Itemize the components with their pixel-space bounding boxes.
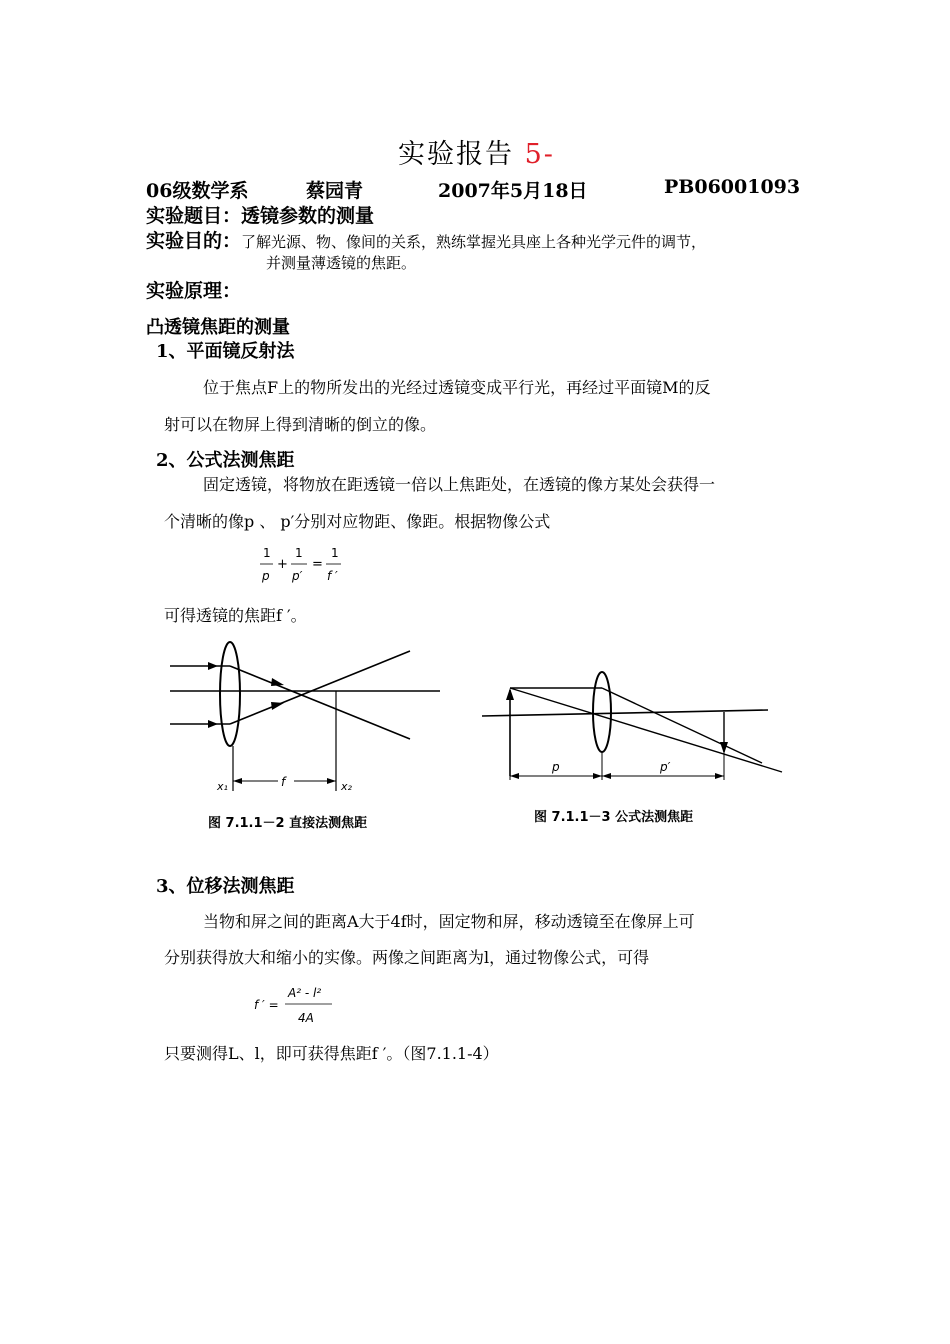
fig3-caption: 图 7.1.1－3 公式法测焦距 (534, 810, 694, 825)
f-arrow-left-icon (233, 778, 242, 784)
formula-d2: p′ (292, 569, 303, 583)
lens-ellipse-2 (593, 672, 611, 752)
formula3-lhs: f ′ = (254, 998, 279, 1012)
ray-center (510, 688, 782, 772)
formula-n3: 1 (331, 546, 339, 560)
arrow-top-icon (208, 662, 218, 670)
method2-text-1: 固定透镜，将物放在距透镜一倍以上焦距处，在透镜的像方某处会获得一 (203, 475, 716, 494)
method3-text-1: 当物和屏之间的距离A大于4f时，固定物和屏，移动透镜至在像屏上可 (203, 912, 695, 931)
formula-n2: 1 (295, 546, 303, 560)
topic-line (146, 201, 374, 228)
formula-eq: = (312, 557, 323, 572)
ray-top-out (230, 666, 410, 739)
ray-bot-out (230, 651, 410, 724)
fig2-f-label: f (281, 775, 286, 789)
principle-label: 实验原理： (146, 280, 242, 302)
fig2-caption: 图 7.1.1－2 直接法测焦距 (208, 816, 368, 831)
formula-plus: + (277, 557, 288, 572)
student-name: 蔡园青 (306, 180, 364, 202)
arrow-bot-icon (208, 720, 218, 728)
pp-arrow-left-icon (602, 773, 611, 779)
report-title (398, 132, 555, 171)
fig3-pp-label: p′ (660, 760, 671, 774)
lens-ellipse (220, 642, 240, 746)
method1-text-2: 射可以在物屏上得到清晰的倒立的像。 (164, 415, 437, 434)
optical-axis-2 (482, 710, 768, 716)
figure-direct-method (160, 636, 450, 836)
purpose-label: 实验目的： (146, 230, 242, 252)
method3-text-3: 只要测得L、l，即可获得焦距f ′。（图7.1.1-4） (164, 1044, 499, 1063)
method1-heading: 1、平面镜反射法 (156, 341, 295, 362)
fig2-x2-label: x₂ (341, 780, 352, 793)
section-title: 凸透镜焦距的测量 (146, 317, 290, 338)
fig2-x1-label: x₁ (217, 780, 228, 793)
formula-d3: f ′ (327, 569, 338, 583)
f-arrow-right-icon (327, 778, 336, 784)
p-arrow-right-icon (593, 773, 602, 779)
method2-text-3: 可得透镜的焦距f ′。 (164, 606, 307, 625)
lens-formula (255, 540, 355, 592)
pp-arrow-right-icon (715, 773, 724, 779)
formula-n1: 1 (263, 546, 271, 560)
student-id: PB06001093 (664, 176, 801, 198)
purpose-text-2: 并测量薄透镜的焦距。 (266, 254, 417, 272)
formula3-num: A² - l² (288, 986, 322, 1000)
formula3-den: 4A (298, 1011, 314, 1025)
p-arrow-left-icon (510, 773, 519, 779)
formula-d1: p (262, 569, 270, 583)
method3-heading: 3、位移法测焦距 (156, 876, 295, 897)
report-title-text: 实验报告 (398, 139, 514, 170)
ray-refracted (602, 688, 762, 763)
grade-dept: 06级数学系 (146, 180, 249, 202)
purpose-line (146, 226, 706, 253)
method3-text-2: 分别获得放大和缩小的实像。两像之间距离为l，通过物像公式，可得 (164, 948, 650, 967)
topic-label: 实验题目： (146, 205, 242, 227)
method2-text-2: 个清晰的像p 、 p′分别对应物距、像距。根据物像公式 (164, 512, 551, 531)
method2-heading: 2、公式法测焦距 (156, 450, 295, 471)
arrow-top-out-icon (271, 678, 284, 686)
report-date: 2007年5月18日 (438, 180, 588, 202)
object-arrow-head-icon (506, 688, 514, 700)
figure-formula-method (478, 668, 790, 834)
topic-value: 透镜参数的测量 (241, 205, 375, 227)
displacement-formula (252, 980, 362, 1030)
method1-text-1: 位于焦点F上的物所发出的光经过透镜变成平行光，再经过平面镜M的反 (203, 378, 711, 397)
purpose-text-1: 了解光源、物、像间的关系，熟练掌握光具座上各种光学元件的调节， (241, 233, 707, 251)
arrow-bot-out-icon (271, 702, 284, 710)
fig3-p-label: p (552, 760, 560, 774)
report-title-number: 5- (524, 139, 555, 170)
